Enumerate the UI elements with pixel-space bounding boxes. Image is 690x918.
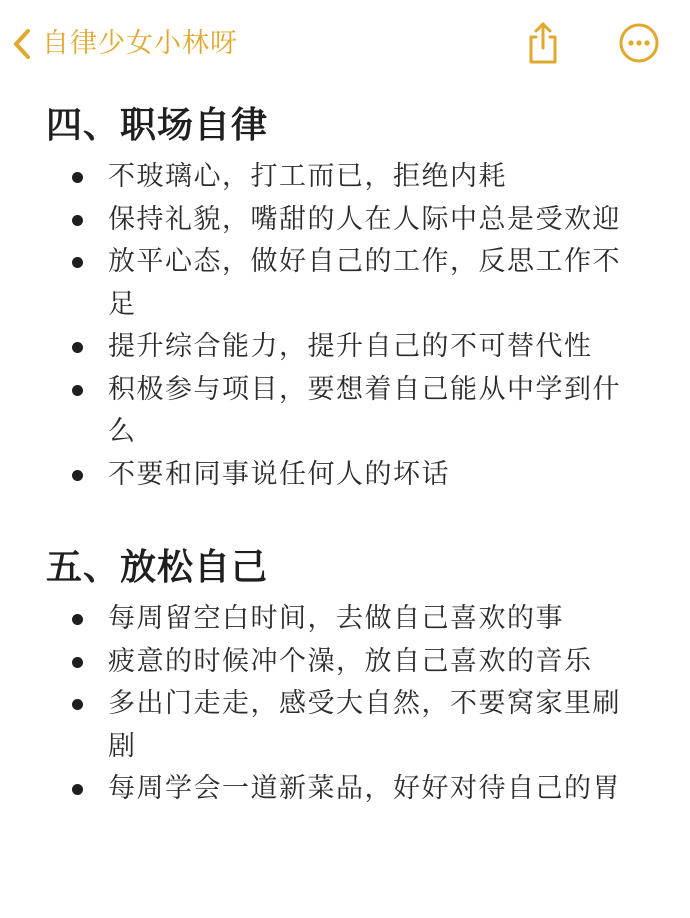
bullet-dot <box>72 215 83 226</box>
bullet-dot <box>72 614 83 625</box>
list-item-text: 不玻璃心，打工而已，拒绝内耗 <box>108 161 507 192</box>
bullet-dot <box>72 257 83 268</box>
bullet-list <box>0 598 690 811</box>
list-item <box>0 454 690 497</box>
section-heading: 四、职场自律 <box>46 105 269 146</box>
back-label: 自律少女小林呀 <box>42 28 238 59</box>
list-item-text: 保持礼貌，嘴甜的人在人际中总是受欢迎 <box>108 203 621 235</box>
list-item-text: 多出门走走，感受大自然，不要窝家里刷剧 <box>108 688 621 762</box>
more-options-icon <box>618 22 660 68</box>
bullet-dot <box>72 385 83 396</box>
list-item <box>0 199 690 242</box>
list-item-text: 疲意的时候冲个澡，放自己喜欢的音乐 <box>108 645 593 677</box>
section-heading: 五、放松自己 <box>46 547 269 588</box>
list-item-text: 放平心态，做好自己的工作，反思工作不足 <box>108 246 621 320</box>
bullet-list <box>0 156 690 496</box>
bullet-dot <box>72 172 83 183</box>
list-item-text: 每周学会一道新菜品，好好对待自己的胃 <box>108 773 621 804</box>
list-item-text: 不要和同事说任何人的坏话 <box>108 458 450 490</box>
chevron-left-icon <box>12 27 32 61</box>
section-relax <box>0 540 690 811</box>
bullet-dot <box>72 342 83 353</box>
navigation-bar <box>0 0 690 90</box>
list-item-text: 每周留空白时间，去做自己喜欢的事 <box>108 603 564 634</box>
share-icon <box>523 20 563 70</box>
list-item <box>0 683 690 768</box>
bullet-dot <box>72 784 83 795</box>
list-item <box>0 156 690 199</box>
section-workplace <box>0 98 690 496</box>
bullet-dot <box>72 470 83 481</box>
bullet-dot <box>72 699 83 710</box>
note-content <box>0 96 690 811</box>
bullet-dot <box>72 657 83 668</box>
list-item-text: 积极参与项目，要想着自己能从中学到什么 <box>108 373 621 447</box>
list-item-text: 提升综合能力，提升自己的不可替代性 <box>108 331 593 362</box>
list-item <box>0 768 690 811</box>
list-item <box>0 326 690 369</box>
back-button[interactable] <box>12 22 238 66</box>
share-button[interactable] <box>520 22 566 68</box>
list-item <box>0 369 690 454</box>
list-item <box>0 641 690 684</box>
list-item <box>0 598 690 641</box>
more-options-button[interactable] <box>616 22 662 68</box>
list-item <box>0 241 690 326</box>
